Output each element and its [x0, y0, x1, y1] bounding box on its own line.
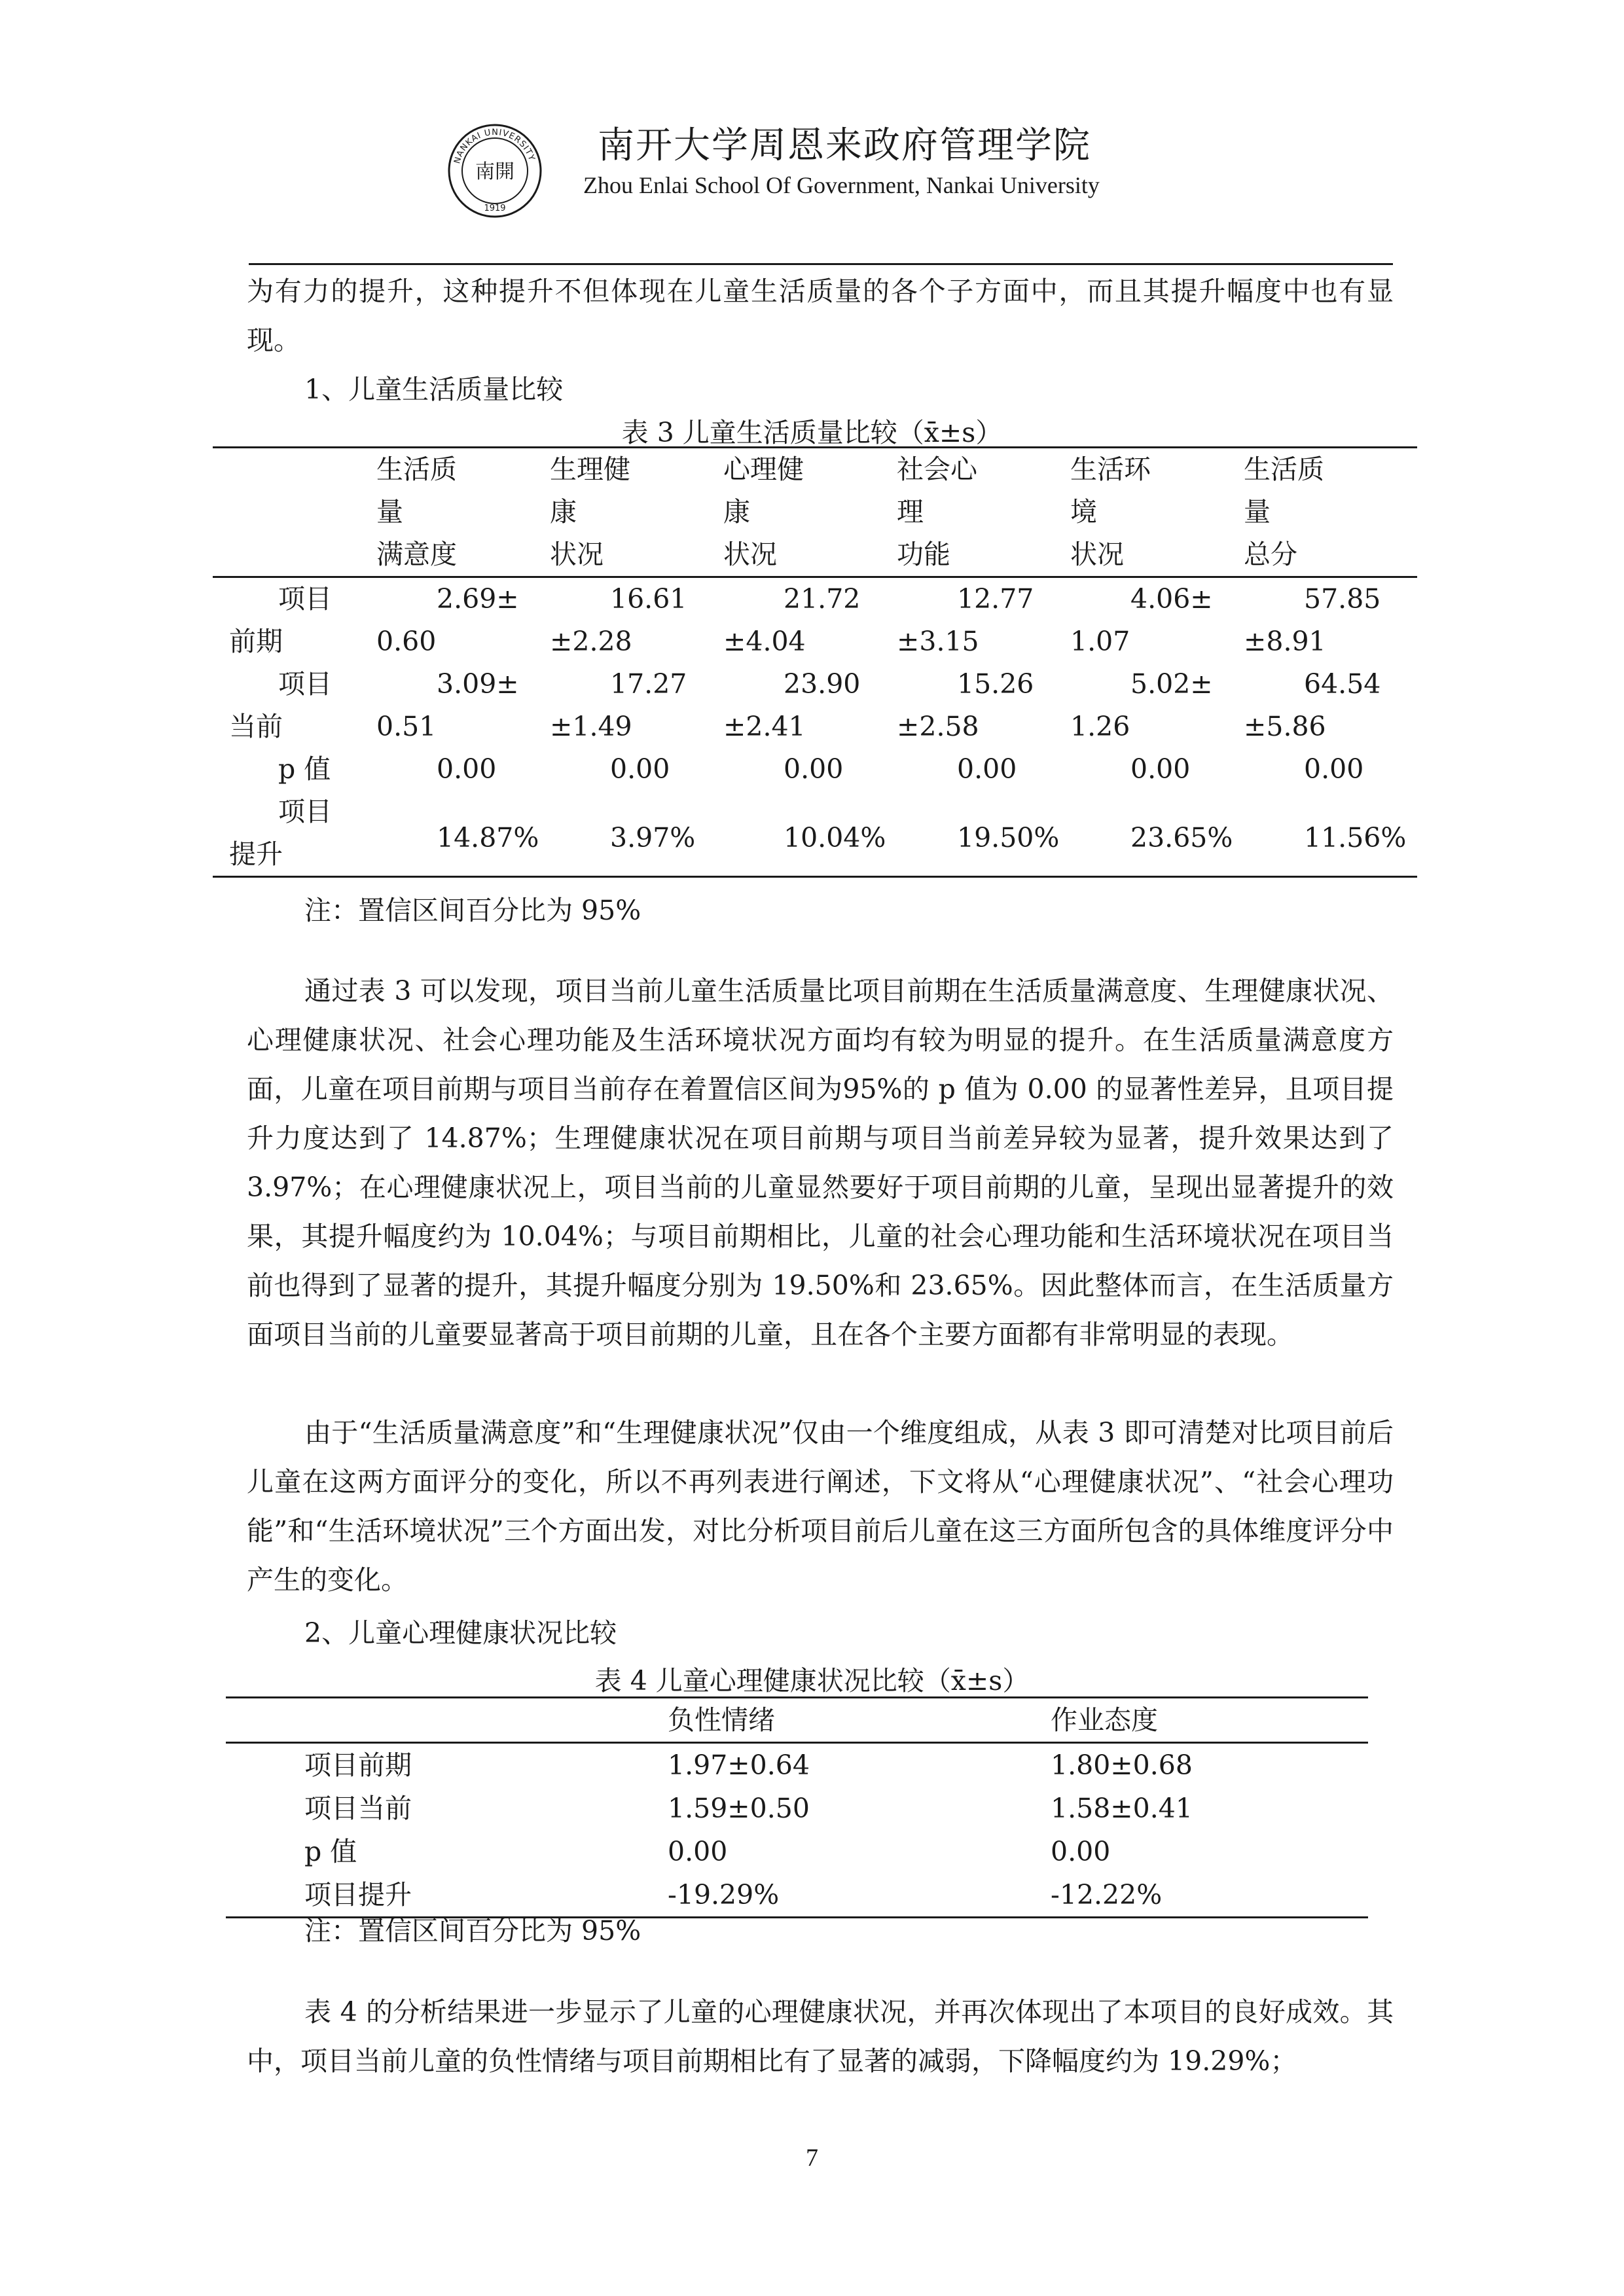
paragraph-3: 由于“生活质量满意度”和“生理健康状况”仅由一个维度组成，从表 3 即可清楚对比项目前后儿童在这两方面评分的变化，所以不再列表进行阐述，下文将从“心理健康状况”、“社会心理功能”和“生活环境状况”三个方面出发，对比分析项目前后儿童在这三方面所包含的具体维度评分中产生的变化。	[247, 1417, 1394, 1596]
table-cell: 0.00	[1051, 1836, 1111, 1867]
header-cell: 生活质 量 满意度	[376, 448, 550, 577]
table-row	[226, 1830, 1368, 1873]
table-cell: 0.00	[1304, 753, 1364, 785]
row-label: p 值	[304, 1836, 357, 1867]
table-cell: 21.72 ±4.04	[723, 583, 861, 657]
table-cell: 1.58±0.41	[1051, 1793, 1193, 1824]
header-cell: 作业态度	[1051, 1698, 1368, 1743]
table-cell: 3.97%	[550, 791, 723, 877]
table-cell: 23.65%	[1070, 791, 1244, 877]
header-blank	[213, 448, 376, 577]
header-cell: 生活环 境 状况	[1070, 448, 1244, 577]
table-cell: 17.27 ±1.49	[550, 668, 687, 742]
table-cell: 64.54 ±5.86	[1244, 668, 1381, 742]
svg-text:NANKAI UNIVERSITY	[452, 128, 537, 165]
table-row	[226, 1743, 1368, 1787]
header-cell: 负性情绪	[668, 1698, 1051, 1743]
table4-caption: 表 4 儿童心理健康状况比较（x̄±s）	[594, 1665, 1030, 1696]
table-cell: 4.06± 1.07	[1070, 583, 1213, 657]
page-number: 7	[806, 2144, 818, 2172]
table-cell: -12.22%	[1051, 1873, 1368, 1918]
seal-year: 1919	[484, 204, 506, 213]
table3-caption: 表 3 儿童生活质量比较（x̄±s）	[621, 417, 1003, 448]
header-divider	[249, 263, 1393, 265]
university-seal-icon	[447, 123, 543, 219]
table-4-mental-health	[226, 1696, 1368, 1918]
table3-note: 注：置信区间百分比为 95%	[304, 895, 641, 926]
table-cell: 1.59±0.50	[668, 1793, 810, 1824]
table-cell: 10.04%	[723, 791, 897, 877]
header-title-en: Zhou Enlai School Of Government, Nankai University	[583, 172, 1100, 198]
header-cell: 社会心 理 功能	[897, 448, 1070, 577]
table-cell: 0.00	[668, 1836, 728, 1867]
table-cell: 14.87%	[376, 791, 550, 877]
header-cell: 生活质 量 总分	[1244, 448, 1417, 577]
table-cell: 23.90 ±2.41	[723, 668, 861, 742]
row-label: 项目 当前	[229, 668, 332, 742]
paragraph-4: 表 4 的分析结果进一步显示了儿童的心理健康状况，并再次体现出了本项目的良好成效。其中，项目当前儿童的负性情绪与项目前期相比有了显著的减弱，下降幅度约为 19.29%；	[247, 1996, 1394, 2077]
table-cell: 0.00	[784, 753, 844, 785]
row-label: 项目 前期	[229, 583, 332, 657]
table-header-row	[226, 1698, 1368, 1743]
row-label: 项目 提升	[213, 791, 376, 877]
row-label: 项目当前	[304, 1793, 412, 1824]
row-label: p 值	[278, 753, 331, 785]
table-header-row	[213, 448, 1417, 577]
table-cell: 1.80±0.68	[1051, 1749, 1193, 1781]
table-cell: 19.50%	[897, 791, 1070, 877]
table-cell: 15.26 ±2.58	[897, 668, 1034, 742]
table-row	[213, 577, 1417, 664]
table-cell: 16.61 ±2.28	[550, 583, 687, 657]
table-cell: 3.09± 0.51	[376, 668, 519, 742]
table4-note: 注：置信区间百分比为 95%	[304, 1915, 641, 1946]
table-cell: 0.00	[610, 753, 670, 785]
table-3-quality-of-life	[213, 446, 1417, 878]
table-row	[213, 663, 1417, 748]
header-blank	[226, 1698, 668, 1743]
table-cell: 12.77 ±3.15	[897, 583, 1034, 657]
table-row	[226, 1787, 1368, 1830]
table-cell: 57.85 ±8.91	[1244, 583, 1381, 657]
seal-top-text: NANKAI UNIVERSITY	[452, 127, 537, 165]
table-cell: 11.56%	[1244, 791, 1417, 877]
paragraph-1: 为有力的提升，这种提升不但体现在儿童生活质量的各个子方面中，而且其提升幅度中也有显现。	[247, 276, 1394, 356]
header-cell: 生理健 康 状况	[550, 448, 723, 577]
seal-center-text: 南開	[475, 160, 514, 183]
table-row-lift	[213, 791, 1417, 877]
table-cell: 0.00	[437, 753, 497, 785]
section-heading-1: 1、儿童生活质量比较	[304, 374, 564, 405]
row-label: 项目提升	[226, 1873, 668, 1918]
header-cell: 心理健 康 状况	[723, 448, 897, 577]
table-cell: 5.02± 1.26	[1070, 668, 1213, 742]
table-cell: -19.29%	[668, 1873, 1051, 1918]
table-cell: 1.97±0.64	[668, 1749, 810, 1781]
paragraph-2: 通过表 3 可以发现，项目当前儿童生活质量比项目前期在生活质量满意度、生理健康状况、心理健康状况、社会心理功能及生活环境状况方面均有较为明显的提升。在生活质量满意度方面，儿童在项目前期与项目当前存在着置信区间为95%的 p 值为 0.00 的显著性差异，且项目提升力度达到了 14.87%；生理健康状况在项目前期与项目当前差异较为显著，提升效果达到了 3.97%；在心理健康状况上，项目当前的儿童显然要好于项目前期的儿童，呈现出显著提升的效果，其提升幅度约为 10.04%；与项目前期相比，儿童的社会心理功能和生活环境状况在项目当前也得到了显著的提升，其提升幅度分别为 19.50%和 23.65%。因此整体而言，在生活质量方面项目当前的儿童要显著高于项目前期的儿童，且在各个主要方面都有非常明显的表现。	[247, 975, 1394, 1350]
header-title-cn: 南开大学周恩来政府管理学院	[598, 124, 1091, 167]
table-row-p-value	[213, 748, 1417, 791]
table-cell: 0.00	[957, 753, 1017, 785]
table-cell: 2.69± 0.60	[376, 583, 519, 657]
table-cell: 0.00	[1130, 753, 1191, 785]
row-label: 项目前期	[304, 1749, 412, 1781]
section-heading-2: 2、儿童心理健康状况比较	[304, 1617, 617, 1649]
